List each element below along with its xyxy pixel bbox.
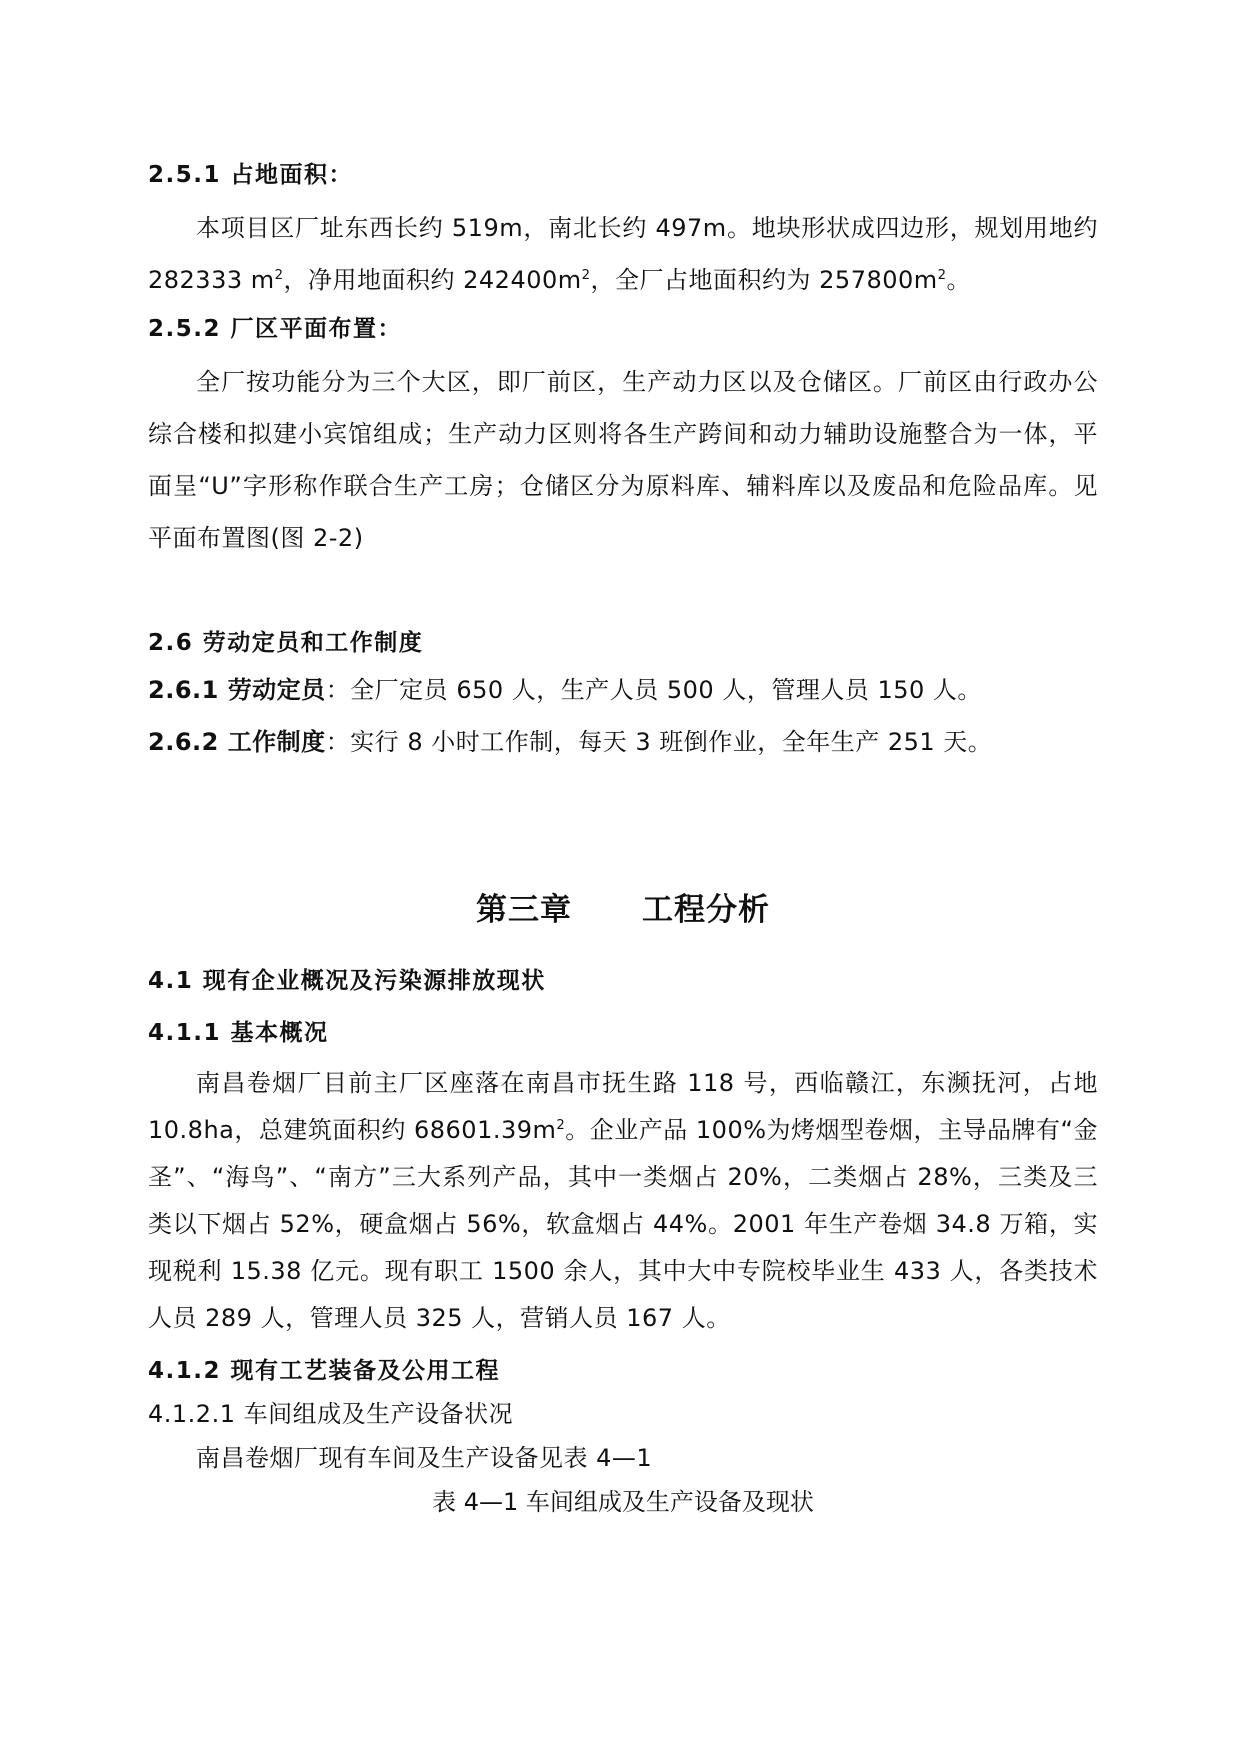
page-content <box>148 158 1098 1522</box>
paragraph-2-5-2: 全厂按功能分为三个大区，即厂前区，生产动力区以及仓储区。厂前区由行政办公综合楼和拟建小宾馆组成；生产动力区则将各生产跨间和动力辅助设施整合为一体，平面呈“U”字形称作联合生产工房；仓储区分为原料库、辅料库以及废品和危险品库。见平面布置图(图 2-2) <box>148 368 1098 552</box>
heading-4-1-1: 4.1.1 基本概况 <box>148 1020 329 1046</box>
text-run: 。企业产品 100%为烤烟型卷烟，主导品牌有“金圣”、“海鸟”、“南方”三大系列产品，其中一类烟占 20%，二类烟占 28%，三类及三类以下烟占 52%，硬盒烟占 56%，软盒烟占 44%。2001 年生产卷烟 34.8 万箱，实现税利 15.38 亿元。现有职工 1500 余人，其中大中专院校毕业生 433 人，各类技术人员 289 人，管理人员 325 人，营销人员 167 人。 <box>148 1116 1098 1332</box>
superscript: 2 <box>581 268 591 283</box>
table-caption: 表 4—1 车间组成及生产设备及现状 <box>432 1488 814 1516</box>
text-2-6-2: ：实行 8 小时工作制，每天 3 班倒作业，全年生产 251 天。 <box>325 728 993 756</box>
text-run: 南昌卷烟厂目前主厂区座落在南昌市抚生路 118 号，西临赣江，东濒抚河，占地 10.8ha，总建筑面积约 68601.39m <box>148 1069 1098 1144</box>
text-run: 。 <box>946 266 972 294</box>
heading-2-6: 2.6 劳动定员和工作制度 <box>148 630 424 656</box>
label-2-6-2: 2.6.2 工作制度 <box>148 728 326 756</box>
heading-2-5-1: 2.5.1 占地面积： <box>148 162 353 188</box>
heading-4-1: 4.1 现有企业概况及污染源排放现状 <box>148 968 546 994</box>
superscript: 2 <box>274 268 284 283</box>
heading-4-1-2: 4.1.2 现有工艺装备及公用工程 <box>148 1358 500 1384</box>
paragraph-4-1-2-1: 南昌卷烟厂现有车间及生产设备见表 4—1 <box>196 1444 653 1472</box>
label-2-6-1: 2.6.1 劳动定员 <box>148 676 326 704</box>
text-2-6-1: ：全厂定员 650 人，生产人员 500 人，管理人员 150 人。 <box>325 676 982 704</box>
text-run: ，全厂占地面积约为 257800m <box>590 266 938 294</box>
heading-2-5-2: 2.5.2 厂区平面布置： <box>148 316 402 342</box>
paragraph-2-5-1 <box>148 202 1098 306</box>
chapter-number: 第三章 <box>476 892 572 928</box>
text-run: ，净用地面积约 242400m <box>283 266 582 294</box>
chapter-title <box>148 890 1098 930</box>
superscript: 2 <box>556 1118 566 1133</box>
superscript: 2 <box>937 268 947 283</box>
line-4-1-2-1: 4.1.2.1 车间组成及生产设备状况 <box>148 1400 514 1428</box>
text-run: 本项目区厂址东西长约 519m，南北长约 497m。地块形状成四边形，规划用地约 282333 m <box>148 214 1098 294</box>
paragraph-4-1-1 <box>148 1060 1098 1342</box>
paragraph-2-6-2 <box>148 716 1098 768</box>
chapter-name: 工程分析 <box>642 892 770 928</box>
paragraph-2-6-1 <box>148 664 1098 716</box>
